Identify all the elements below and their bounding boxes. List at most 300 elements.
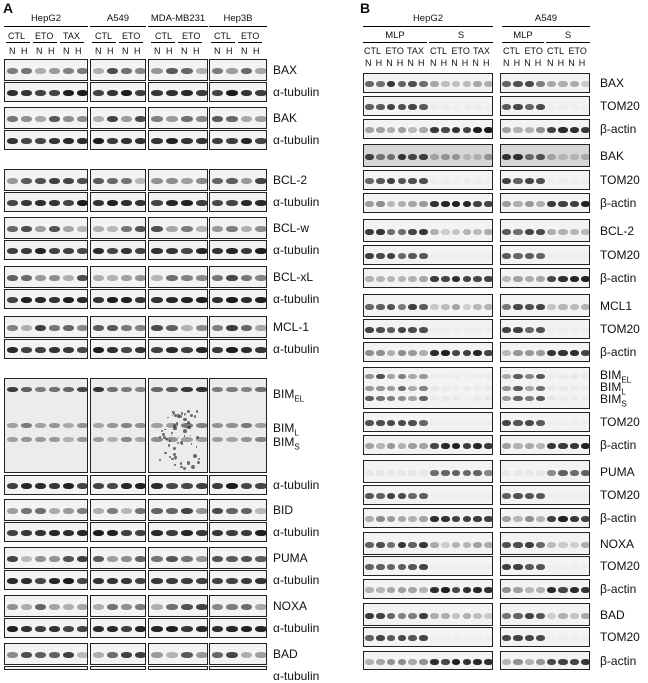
blot-panel [90,595,146,617]
blot-panel [148,522,208,542]
lane-label: H [440,58,448,68]
band [241,423,253,428]
band [151,604,163,610]
lane-label: H [75,46,82,56]
band [536,516,545,522]
panel-a-letter: A [3,0,14,16]
lane-label: N [407,58,414,68]
lane-label: N [386,58,393,68]
band [581,253,590,259]
band [441,587,450,593]
band [241,508,253,514]
band [570,304,579,310]
protein-label: BAX [600,76,625,90]
band [151,178,163,184]
blot-panel [90,547,146,569]
band [581,659,590,665]
protein-label: TOM20 [600,248,640,262]
band [536,178,545,184]
band [35,578,46,584]
blot-panel [209,618,267,638]
band [121,652,132,658]
band [473,178,482,184]
band [452,229,461,235]
protein-label-main: BIM [273,387,295,401]
lane-label: H [134,46,141,56]
band [121,275,132,281]
band [63,200,74,206]
band [452,276,461,282]
band [463,542,472,548]
band [547,327,556,333]
band [408,127,417,133]
band [77,423,88,428]
band [408,178,417,184]
lane-label: H [253,46,260,56]
band [581,201,590,207]
band [166,508,178,514]
band [135,226,146,232]
band [513,542,522,548]
band [463,81,472,87]
band [513,201,522,207]
band [49,423,60,428]
blot-panel [209,595,267,617]
band [21,178,32,184]
band [558,229,567,235]
band [376,613,385,619]
band [365,154,374,160]
band [408,587,417,593]
band [502,104,511,110]
band [525,613,534,619]
band [7,423,18,428]
band [63,556,74,562]
band [63,652,74,658]
band [49,604,60,610]
speck [187,426,190,429]
blot-panel [148,475,208,495]
speck [191,465,195,469]
speck [173,447,176,450]
blot-panel [209,59,267,81]
band [166,387,178,392]
band [376,443,385,449]
band [21,652,32,658]
blot-panel [90,240,146,260]
band [151,423,163,428]
band [441,304,450,310]
band [255,423,267,428]
band [387,253,396,259]
band [196,423,208,428]
band [536,276,545,282]
band [166,347,178,353]
lane-label: N [547,58,554,68]
band [581,386,590,391]
band [452,587,461,593]
blot-panel [90,339,146,359]
band [212,508,224,514]
band [241,138,253,144]
band [226,200,238,206]
band [473,396,482,401]
band [121,178,132,184]
band [502,127,511,133]
band [121,604,132,610]
band [387,493,396,499]
band [21,200,32,206]
lane-label: H [166,46,173,56]
band [35,530,46,536]
band [212,226,224,232]
band [452,104,461,110]
band [365,374,374,379]
band [430,350,439,356]
band [49,178,60,184]
blot-panel [500,579,590,599]
band [463,229,472,235]
band [570,154,579,160]
protein-label: α-tubulin [273,195,320,209]
band [135,90,146,96]
band [181,116,193,122]
band [226,68,238,74]
band [241,347,253,353]
band [513,396,522,401]
band [7,578,18,584]
band [181,248,193,254]
band [570,350,579,356]
band [21,578,32,584]
band [419,386,428,391]
protein-label: NOXA [273,599,308,613]
band [570,420,579,426]
protein-label: α-tubulin [273,525,320,539]
band [430,587,439,593]
band [558,516,567,522]
band [463,470,472,476]
band [547,178,556,184]
band [93,68,104,74]
band [166,138,178,144]
band [398,420,407,426]
band [408,154,417,160]
band [463,350,472,356]
band [525,276,534,282]
band [365,229,374,235]
band [365,104,374,110]
band [166,626,178,632]
band [107,68,118,74]
band [121,578,132,584]
band [166,604,178,610]
band [408,386,417,391]
band [7,116,18,122]
band [441,564,450,570]
protein-label: TOM20 [600,173,640,187]
band [365,470,374,476]
speck [196,446,197,447]
treatment-label: ETO [241,31,260,41]
band [441,386,450,391]
band [536,81,545,87]
band [35,626,46,632]
blot-panel [209,475,267,495]
band [463,493,472,499]
band [419,420,428,426]
lane-label: H [578,58,586,68]
blot-panel [148,240,208,260]
treatment-label: ETO [568,46,587,56]
band [107,652,118,658]
band [387,659,396,665]
band [441,635,450,641]
band [558,659,567,665]
band [398,613,407,619]
blot-panel [148,266,208,288]
blot-panel [90,266,146,288]
band [463,396,472,401]
band [513,154,522,160]
band [21,68,32,74]
protein-label: α-tubulin [273,243,320,257]
band [21,604,32,610]
band [63,483,74,489]
protein-label: α-tubulin [273,669,320,683]
band [463,127,472,133]
band [473,493,482,499]
band [419,229,428,235]
band [121,68,132,74]
band [121,483,132,489]
band [93,652,104,658]
band [21,325,32,331]
band [408,542,417,548]
band [484,443,493,449]
blot-panel [90,217,146,239]
treatment-label: ETO [182,31,201,41]
band [408,564,417,570]
fraction-label: S [564,30,572,41]
band [398,81,407,87]
band [430,443,439,449]
band [7,652,18,658]
band [181,483,193,489]
blot-panel [4,547,88,569]
blot-panel [363,294,493,317]
band [21,423,32,428]
band [525,564,534,570]
band [452,154,461,160]
band [398,587,407,593]
band [484,154,493,160]
band [212,200,224,206]
band [121,297,132,303]
band [408,374,417,379]
band [463,154,472,160]
band [181,508,193,514]
band [376,104,385,110]
band [151,248,163,254]
band [21,530,32,536]
protein-label: α-tubulin [273,133,320,147]
protein-label: PUMA [273,551,308,565]
band [525,443,534,449]
band [463,104,472,110]
lane-label: H [375,58,383,68]
band [463,327,472,333]
band [558,443,567,449]
band [7,248,18,254]
band [452,327,461,333]
band [536,542,545,548]
band [226,652,238,658]
band [502,493,511,499]
protein-label: BCL-2 [273,173,308,187]
speck [184,415,185,416]
blot-panel [363,367,493,409]
band [212,325,224,331]
speck [183,418,187,422]
band [135,556,146,562]
band [77,437,88,442]
blot-panel [4,595,88,617]
band [135,178,146,184]
band [387,327,396,333]
band [536,304,545,310]
band [376,229,385,235]
band [441,154,450,160]
blot-panel [500,627,590,647]
band [536,350,545,356]
blot-panel [4,130,88,150]
band [196,508,208,514]
band [49,626,60,632]
band [7,626,18,632]
blot-panel [209,169,267,191]
protein-label: BCL-2 [600,223,635,238]
band [151,138,163,144]
band [49,578,60,584]
band [419,253,428,259]
protein-label [273,436,300,451]
band [547,350,556,356]
band [376,81,385,87]
speck [177,442,179,444]
band [547,443,556,449]
band [255,200,267,206]
band [570,253,579,259]
band [430,374,439,379]
band [570,493,579,499]
band [513,178,522,184]
band [93,297,104,303]
band [463,613,472,619]
band [151,68,163,74]
band [365,420,374,426]
band [452,420,461,426]
band [558,587,567,593]
blot-panel [500,119,590,139]
blot-panel [209,666,267,670]
band [107,604,118,610]
protein-label [600,393,627,408]
speck [168,444,171,447]
band [430,201,439,207]
band [473,420,482,426]
band [376,350,385,356]
protein-label: α-tubulin [273,85,320,99]
band [484,276,493,282]
band [581,81,590,87]
band [63,116,74,122]
band [558,564,567,570]
blot-panel [500,268,590,288]
band [107,437,118,442]
band [473,154,482,160]
band [35,68,46,74]
band [255,226,267,232]
lane-label: N [214,46,221,56]
band [226,387,238,392]
band [484,253,493,259]
band [441,470,450,476]
blot-panel [363,532,493,555]
band [398,386,407,391]
band [502,350,511,356]
band [536,327,545,333]
blot-panel [209,570,267,590]
blot-panel [90,169,146,191]
band [107,626,118,632]
speck [184,413,186,415]
blot-panel [4,618,88,638]
band [166,248,178,254]
band [7,275,18,281]
band [241,483,253,489]
band [226,226,238,232]
band [513,374,522,379]
band [484,470,493,476]
band [196,325,208,331]
band [513,327,522,333]
band [7,508,18,514]
lane-label: H [461,58,469,68]
band [49,226,60,232]
band [35,325,46,331]
band [408,81,417,87]
band [463,587,472,593]
band [255,652,267,658]
band [430,516,439,522]
band [63,178,74,184]
band [93,387,104,392]
band [181,347,193,353]
band [93,556,104,562]
band [77,116,88,122]
band [558,304,567,310]
band [77,508,88,514]
band [21,556,32,562]
band [107,508,118,514]
band [430,542,439,548]
band [196,387,208,392]
lane-label: H [107,46,114,56]
band [473,229,482,235]
band [484,493,493,499]
band [430,229,439,235]
